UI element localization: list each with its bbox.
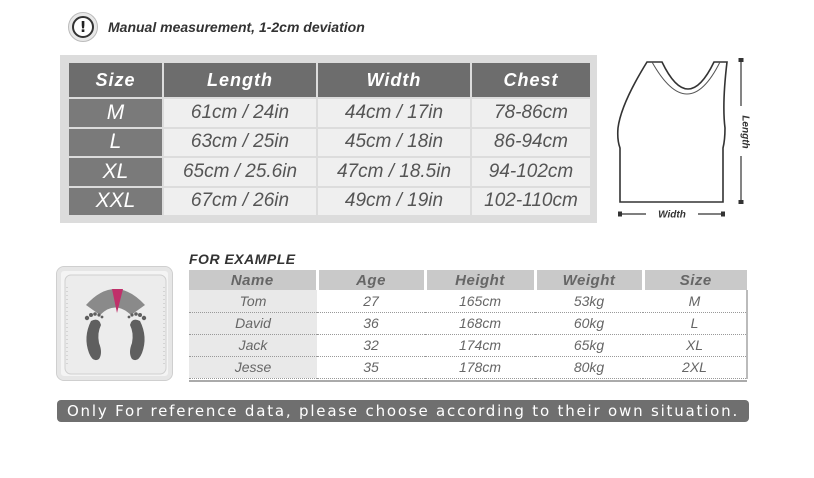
name-cell: Tom — [189, 290, 317, 312]
size-header-width: Width — [317, 62, 471, 98]
example-table-wrap — [189, 270, 747, 382]
length-cell: 65cm / 25.6in — [163, 157, 317, 187]
height-cell: 165cm — [425, 290, 535, 312]
age-cell: 36 — [317, 312, 425, 334]
exclamation-icon — [68, 12, 98, 42]
size-header-size: Size — [68, 62, 163, 98]
age-cell: 27 — [317, 290, 425, 312]
height-cell: 168cm — [425, 312, 535, 334]
size-cell: XXL — [68, 187, 163, 217]
width-cell: 49cm / 19in — [317, 187, 471, 217]
size-cell: L — [643, 312, 747, 334]
table-row — [68, 157, 591, 187]
length-label: Length — [739, 115, 751, 149]
table-row — [68, 98, 591, 128]
example-table-bottom-rule — [189, 380, 747, 382]
bathroom-scale-icon — [57, 267, 174, 382]
width-cell: 44cm / 17in — [317, 98, 471, 128]
size-cell: 2XL — [643, 356, 747, 378]
example-header-size: Size — [643, 270, 747, 290]
example-table-header — [189, 270, 747, 290]
table-row — [68, 128, 591, 158]
name-cell: Jesse — [189, 356, 317, 378]
weight-cell: 53kg — [535, 290, 643, 312]
width-label: Width — [658, 209, 686, 221]
age-cell: 32 — [317, 334, 425, 356]
size-header-chest: Chest — [471, 62, 591, 98]
size-cell: M — [68, 98, 163, 128]
chest-cell: 102-110cm — [471, 187, 591, 217]
note-text: Manual measurement, 1-2cm deviation — [108, 19, 365, 35]
table-row — [189, 312, 747, 334]
measurement-note — [68, 12, 365, 42]
table-row — [189, 290, 747, 312]
size-cell: XL — [643, 334, 747, 356]
height-cell: 174cm — [425, 334, 535, 356]
table-row — [189, 334, 747, 356]
chest-cell: 94-102cm — [471, 157, 591, 187]
name-cell: Jack — [189, 334, 317, 356]
tank-top-diagram — [612, 56, 762, 226]
size-header-length: Length — [163, 62, 317, 98]
length-cell: 67cm / 26in — [163, 187, 317, 217]
width-cell: 47cm / 18.5in — [317, 157, 471, 187]
example-table — [189, 270, 748, 379]
table-row — [68, 187, 591, 217]
weight-cell: 80kg — [535, 356, 643, 378]
exclamation-glyph: ! — [72, 16, 94, 38]
example-title: FOR EXAMPLE — [189, 251, 296, 267]
width-cell: 45cm / 18in — [317, 128, 471, 158]
tank-top-icon — [618, 62, 727, 202]
length-cell: 63cm / 25in — [163, 128, 317, 158]
chest-cell: 86-94cm — [471, 128, 591, 158]
age-cell: 35 — [317, 356, 425, 378]
chest-cell: 78-86cm — [471, 98, 591, 128]
size-cell: M — [643, 290, 747, 312]
example-header-name: Name — [189, 270, 317, 290]
length-cell: 61cm / 24in — [163, 98, 317, 128]
example-header-weight: Weight — [535, 270, 643, 290]
name-cell: David — [189, 312, 317, 334]
size-cell: XL — [68, 157, 163, 187]
weight-cell: 65kg — [535, 334, 643, 356]
scale-illustration — [56, 266, 173, 381]
size-chart — [60, 55, 597, 223]
example-header-height: Height — [425, 270, 535, 290]
example-header-age: Age — [317, 270, 425, 290]
size-table-header — [68, 62, 591, 98]
height-cell: 178cm — [425, 356, 535, 378]
weight-cell: 60kg — [535, 312, 643, 334]
size-cell: L — [68, 128, 163, 158]
size-table — [67, 61, 592, 217]
table-row — [189, 356, 747, 378]
reference-disclaimer: Only For reference data, please choose according to their own situation. — [57, 400, 749, 422]
